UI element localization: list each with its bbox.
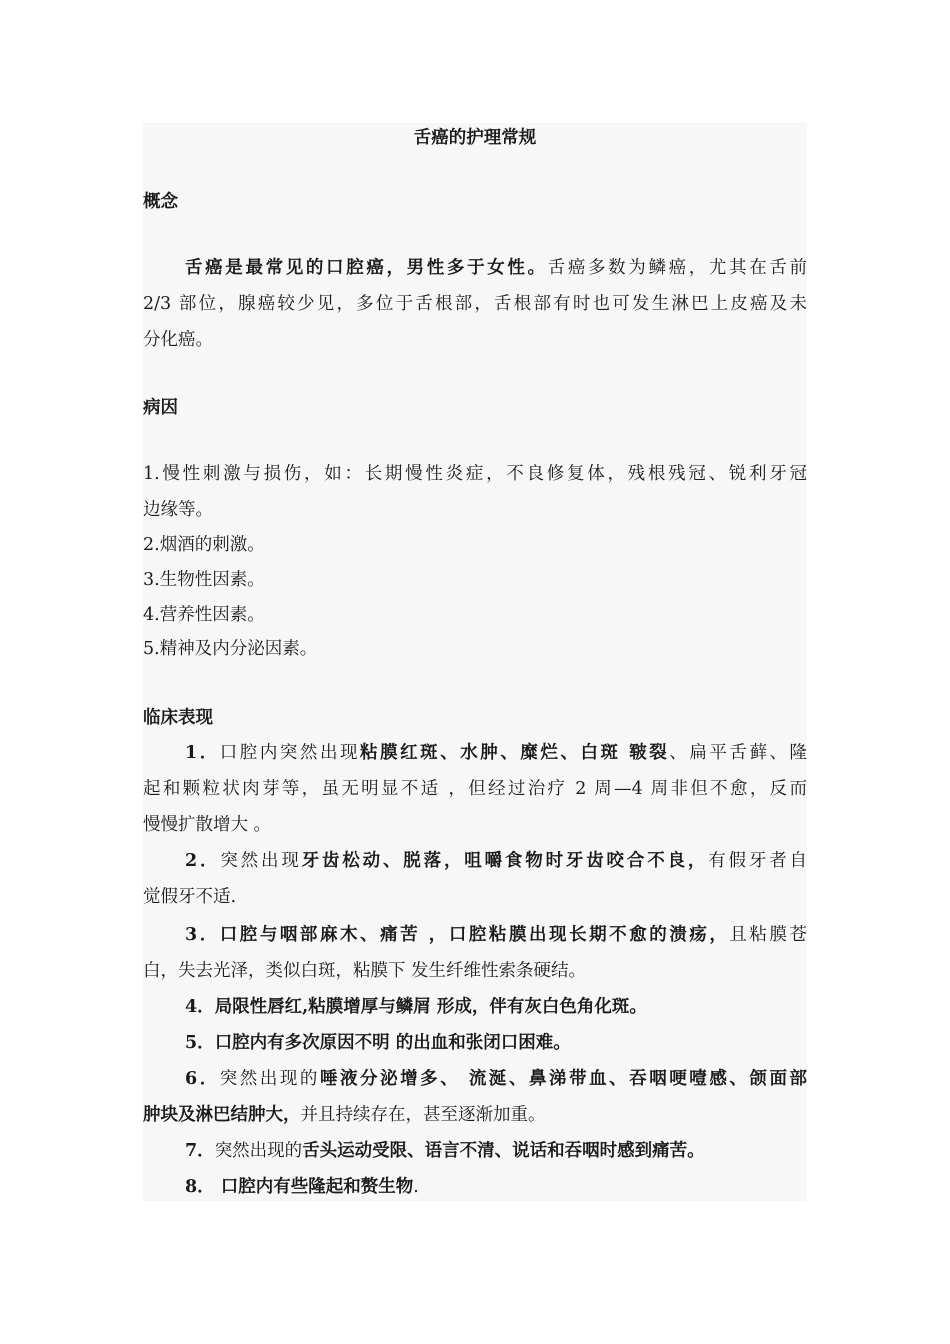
clinical-item-1-cont: 起和颗粒状肉芽等，虽无明显不适 ，但经过治疗 2 周—4 周非但不愈，反而 bbox=[143, 779, 807, 799]
item-text: 并且持续存在，甚至逐渐加重。 bbox=[300, 1105, 546, 1125]
clinical-item-1 bbox=[185, 741, 807, 765]
section-heading-clinical: 临床表现 bbox=[143, 708, 213, 728]
clinical-item-2-cont: 觉假牙不适. bbox=[143, 887, 237, 907]
document-title: 舌癌的护理常规 bbox=[413, 128, 537, 148]
item-number: 2． bbox=[185, 851, 221, 871]
cause-item-5: 5.精神及内分泌因素。 bbox=[143, 639, 318, 659]
clinical-item-3-cont: 白，失去光泽，类似白斑，粘膜下 发生纤维性索条硬结。 bbox=[143, 961, 587, 981]
concept-line-3: 分化癌。 bbox=[143, 330, 213, 350]
cause-item-4: 4.营养性因素。 bbox=[143, 605, 265, 625]
cause-item-1: 1.慢性刺激与损伤，如：长期慢性炎症，不良修复体，残根残冠、锐利牙冠 bbox=[143, 464, 807, 484]
item-text: 且粘膜苍 bbox=[729, 925, 808, 945]
item-text: 突然出现的 bbox=[219, 1069, 320, 1089]
item-number: 1． bbox=[185, 743, 220, 763]
clinical-item-8 bbox=[185, 1175, 807, 1199]
concept-line-2: 2/3 部位，腺癌较少见，多位于舌根部，舌根部有时也可发生淋巴上皮癌及未 bbox=[143, 294, 807, 314]
item-bold-text: 舌头运动受限、语言不清、说话和吞咽时感到痛苦。 bbox=[302, 1141, 705, 1161]
clinical-item-6-cont bbox=[143, 1103, 807, 1127]
clinical-item-4 bbox=[185, 995, 807, 1019]
section-heading-cause: 病因 bbox=[143, 398, 178, 418]
item-text: 突然出现 bbox=[220, 851, 302, 871]
item-text: 突然出现的 bbox=[214, 1141, 303, 1161]
item-bold-text: 口腔内有多次原因不明 的出血和张闭口困难。 bbox=[214, 1033, 571, 1053]
item-number: 8． bbox=[185, 1177, 215, 1197]
item-bold-text: 口腔与咽部麻木、痛苦 ，口腔粘膜出现长期不愈的溃疡， bbox=[219, 925, 730, 945]
concept-line-1 bbox=[185, 256, 807, 280]
item-bold-text: 局限性唇红,粘膜增厚与鳞屑 形成，伴有灰白色角化斑。 bbox=[214, 997, 647, 1017]
item-text: . bbox=[413, 1177, 419, 1197]
clinical-item-5 bbox=[185, 1031, 807, 1055]
clinical-item-1-cont-2: 慢慢扩散增大 。 bbox=[143, 815, 272, 835]
cause-item-2: 2.烟酒的刺激。 bbox=[143, 535, 265, 555]
item-bold-text: 口腔内有些隆起和赘生物 bbox=[214, 1177, 414, 1197]
clinical-item-7 bbox=[185, 1139, 807, 1163]
section-heading-concept: 概念 bbox=[143, 192, 178, 212]
item-number: 5． bbox=[185, 1033, 215, 1053]
item-bold-text: 唾液分泌增多、 流涎、鼻涕带血、吞咽哽噎感、颌面部 bbox=[319, 1069, 808, 1089]
concept-bold-text: 舌癌是最常见的口腔癌，男性多于女性。 bbox=[185, 258, 548, 278]
clinical-item-2 bbox=[185, 849, 807, 873]
cause-item-3: 3.生物性因素。 bbox=[143, 570, 265, 590]
clinical-item-3 bbox=[185, 923, 807, 947]
item-bold-text: 粘膜红斑、水肿、糜烂、白斑 皲裂 bbox=[360, 743, 670, 763]
item-number: 7． bbox=[185, 1141, 215, 1161]
item-number: 3． bbox=[185, 925, 220, 945]
item-number: 4． bbox=[185, 997, 215, 1017]
cause-item-1-cont: 边缘等。 bbox=[143, 500, 213, 520]
item-text: 口腔内突然出现 bbox=[219, 743, 361, 763]
item-bold-text: 牙齿松动、脱落，咀嚼食物时牙齿咬合不良， bbox=[301, 851, 709, 871]
item-text: 、扁平舌藓、隆 bbox=[669, 743, 808, 763]
item-text: 有假牙者自 bbox=[708, 851, 808, 871]
item-number: 6． bbox=[185, 1069, 220, 1089]
document-page bbox=[143, 123, 807, 1201]
concept-text: 舌癌多数为鳞癌，尤其在舌前 bbox=[547, 258, 808, 278]
clinical-item-6 bbox=[185, 1067, 807, 1091]
item-bold-text: 肿块及淋巴结肿大， bbox=[143, 1105, 301, 1125]
